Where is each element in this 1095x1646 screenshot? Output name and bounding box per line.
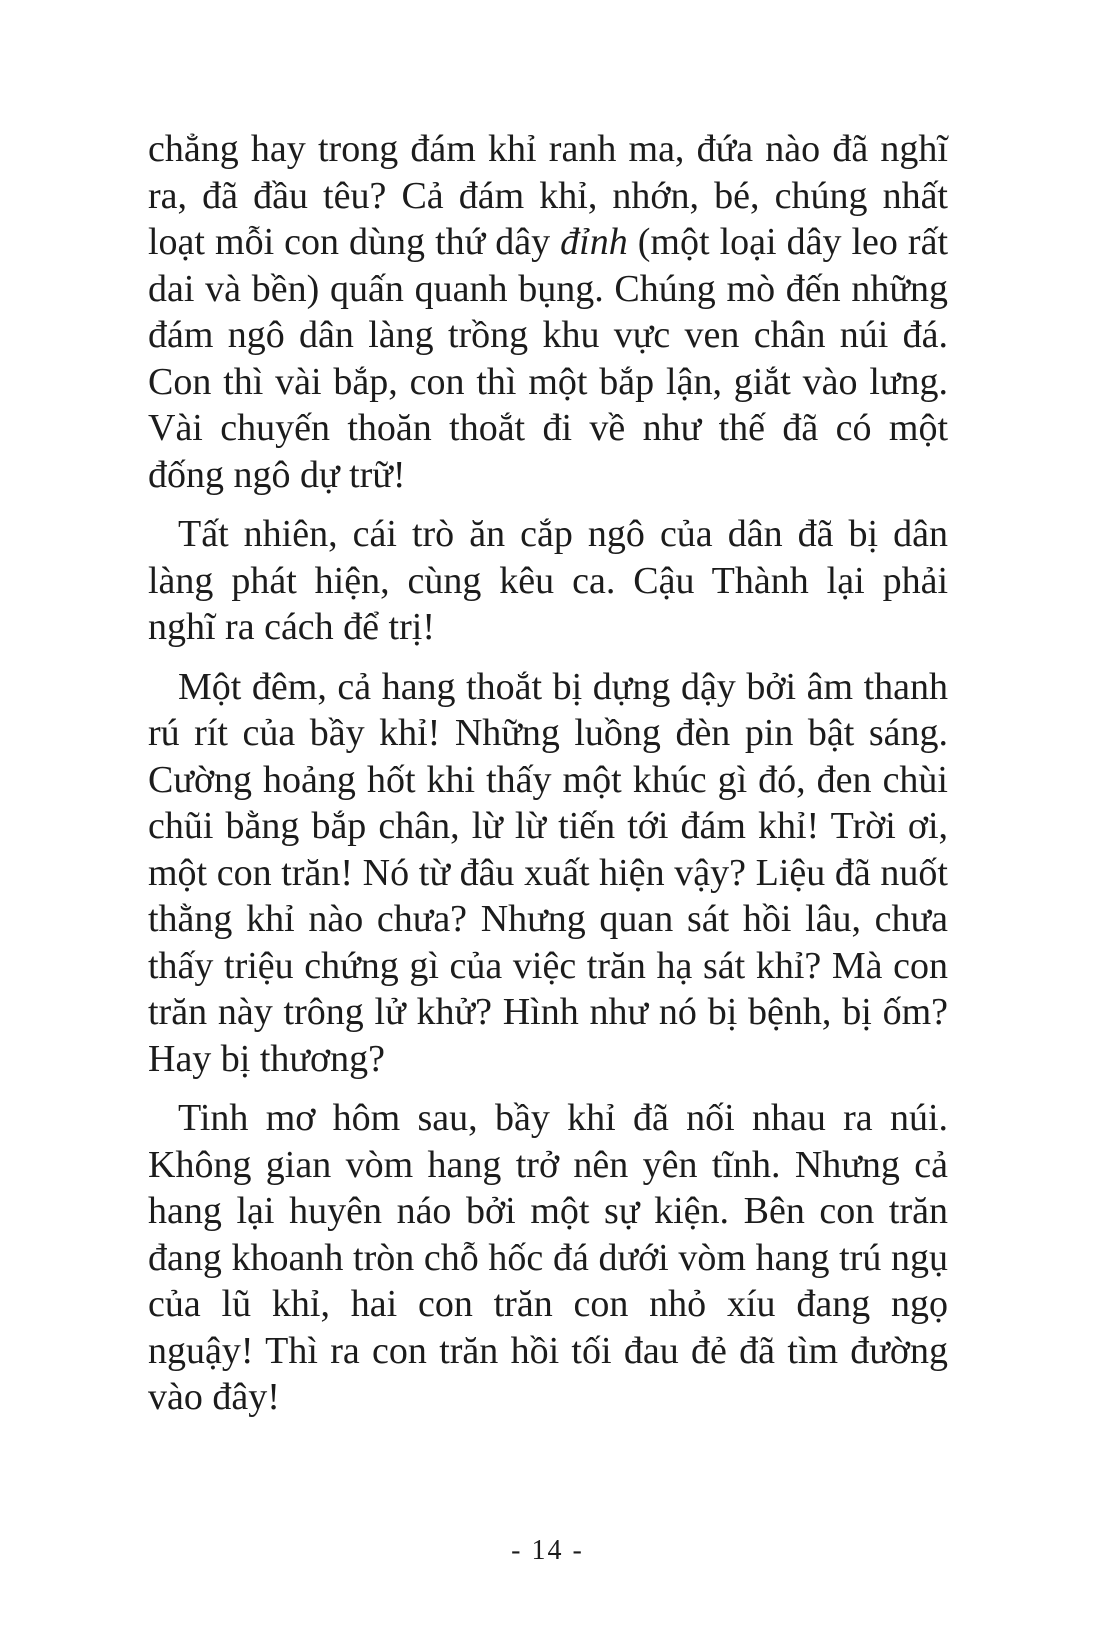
text-run: Tinh mơ hôm sau, bầy khỉ đã nối nhau ra núi. Không gian vòm hang trở nên yên tĩnh. Nhưng cả hang lại huyên náo bởi một sự kiện. Bên con trăn đang khoanh tròn chỗ hốc đá dưới vòm hang trú ngụ của lũ khỉ, hai con trăn con nhỏ xíu đang ngọ nguậy! Thì ra con trăn hồi tối đau đẻ đã tìm đường vào đây! — [148, 1097, 948, 1418]
page-text — [148, 126, 948, 1421]
text-run: Một đêm, cả hang thoắt bị dựng dậy bởi âm thanh rú rít của bầy khỉ! Những luồng đèn pin bật sáng. Cường hoảng hốt khi thấy một khúc gì đó, đen chùi chũi bằng bắp chân, lừ lừ tiến tới đám khỉ! Trời ơi, một con trăn! Nó từ đâu xuất hiện vậy? Liệu đã nuốt thằng khỉ nào chưa? Nhưng quan sát hồi lâu, chưa thấy triệu chứng gì của việc trăn hạ sát khỉ? Mà con trăn này trông lử khử? Hình như nó bị bệnh, bị ốm? Hay bị thương? — [148, 665, 948, 1080]
paragraph — [148, 126, 948, 498]
paragraph — [148, 1095, 948, 1421]
text-run: Tất nhiên, cái trò ăn cắp ngô của dân đã bị dân làng phát hiện, cùng kêu ca. Cậu Thành lại phải nghĩ ra cách để trị! — [148, 513, 948, 648]
italic-text-run: đỉnh — [560, 221, 628, 263]
text-run: (một loại dây leo rất dai và bền) quấn quanh bụng. Chúng mò đến những đám ngô dân làng trồng khu vực ven chân núi đá. Con thì vài bắp, con thì một bắp lận, giắt vào lưng. Vài chuyến thoăn thoắt đi về như thế đã có một đống ngô dự trữ! — [148, 221, 949, 496]
paragraph — [148, 511, 948, 651]
paragraph — [148, 664, 948, 1083]
page-footer — [0, 1534, 1095, 1568]
page-number: - 14 - — [511, 1535, 584, 1566]
text-run: chẳng hay trong đám khỉ ranh ma, đứa nào đã nghĩ ra, đã đầu têu? Cả đám khỉ, nhớn, bé, chúng nhất loạt mỗi con dùng thứ dây — [148, 128, 948, 263]
